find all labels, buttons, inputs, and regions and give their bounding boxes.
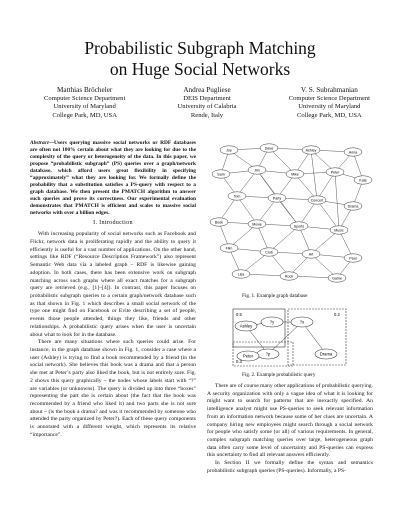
graph-node-label: Art [308,252,314,257]
graph-node-label: Sports [293,224,305,229]
author-3 [289,86,370,120]
graph-node-label: Anna [348,150,358,155]
query-node [235,321,257,331]
author-name: Matthias Bröcheler [57,86,113,94]
right-paragraph-2: In Section II we formally define the syntax and semantics probabilistic subgraph queries (PS-queries). Informally, a PS- [207,460,373,474]
graph-node [280,272,298,280]
graph-node [220,244,238,252]
graph-node-label: Club [265,250,273,255]
author-name: V. S. Subrahmanian [300,86,358,94]
graph-node [210,218,228,226]
right-paragraph-1: There are of course many other applications of probabilistic querying. A security organization with only a vague idea of what it is looking for might want to search for patterns that are inexactly specified. An intelligence analyst might use PS-queries to seek relevant information from an information network because some of her clues are uncertain. A company hiring new employees might search through a social network for people who satisfy some (or all) of various requirements. In general, complex subgraph matching queries over large, heterogeneous graph data often carry some level of uncertainty and PS-queries can express this uncertainty to find all relevant answers efficiently. [207,383,373,459]
graph-node [220,146,238,154]
query-node-label: Drama [319,351,333,357]
query-node [291,317,313,327]
author-inst: University of Calabria [177,103,237,111]
graph-node [344,148,362,156]
query-node-label: ?x [299,319,305,325]
graph-node [302,146,320,154]
title-line-2: on Huge Social Networks [109,59,291,79]
graph-node [248,220,266,228]
graph-node [326,168,344,176]
graph-node-label: Game [332,276,342,281]
graph-node-label: Drama [347,204,359,209]
weight-label-3: 0.3 [236,359,242,364]
query-node-label: Peter [242,353,254,359]
author-dept: Computer Science Department [44,94,126,102]
graph-node-label: Party [272,196,282,201]
author-1 [44,86,125,120]
graph-node-label: Peter [330,170,340,175]
graph-node [248,166,266,174]
graph-node [354,176,372,184]
graph-node-label: Kate [359,178,367,183]
graph-node-label: Paul [349,256,357,261]
graph-node-label: Dave [264,146,274,151]
intro-paragraph-2: There are many situations where such queries could arise. For instance, in the graph database shown in Fig. 1, consider a case where a user (Ashley) is trying to find a book recommended by a friend (in the social network). She believes this book was a drama and that a person she met at Peter’s party also liked the book, but is not entirely sure. Fig. 2 shows this query graphically – the nodes whose labels start with “?” are variables (or unknowns). The query is divided up into three “boxes” representing the part she is certain about (the fact that the book was recommended by a friend who liked it) and two parts she is not sure about – (is the book a drama? and was it recommended by someone who attended the party organized by Peter?). Each of these query components is annotated with a different weight, which represents its relative “importance”. [30,339,196,438]
figure-2-probabilistic-query [230,306,350,368]
author-loc: College Park, MD, USA [52,111,117,119]
query-node-label: Ashley [239,323,253,329]
graph-node [260,144,278,152]
query-node-label: ?y [269,319,275,325]
graph-node-label: Tom [233,194,241,199]
abstract [30,140,196,216]
graph-node-label: Film [225,246,233,251]
author-name: Andrea Pugliese [183,86,231,94]
abstract-text: —Users querying massive social networks or RDF databases are often not 100% certain about what they are looking for due to the complexity of the query or heterogeneity of the data. In this paper, we propose “probabilistic subgraph” (PS) queries over a graph/network database, which afford users great flexibility in specifying “approximately” what they are looking for. We formally define the probability that a substitution satisfies a PS-query with respect to a graph database. We then present the PMATCH algorithm to answer such queries and prove its correctness. Our experimental evaluation demonstrates that PMATCH is efficient and scales to massive social networks with over a billion edges. [30,140,196,216]
abstract-label: Abstract [30,140,49,146]
graph-node [290,222,308,230]
figure-2-caption: Fig. 2. Example probabilistic query [242,372,316,378]
graph-node [308,196,326,204]
graph-node [232,270,250,278]
weight-label-2: 0.2 [334,312,340,317]
graph-node [302,250,320,258]
graph-node [344,254,362,262]
query-node [261,317,283,327]
query-node [257,349,279,359]
paper-title [0,38,400,80]
author-inst: University of Maryland [53,103,116,111]
weight-label-1: 0.5 [236,312,242,317]
graph-node-label: Lisa [237,272,245,277]
graph-edge [317,200,339,230]
intro-paragraph-1: With increasing popularity of social networks such as Facebook and Flickr, network data is proliferating rapidly and the ability to query it efficiently is useful for a vast number of applications. On the other hand, settings like RDF (“Resource Description Framework”) also represent Semantic Web data via a labeled graph – RDF is likewise gaining adoption. In both cases, there has been extensive work on subgraph matching across such graphs where all exact matches for a subgraph query are retrieved (e.g., [1]–[4]). In contrast, this paper focuses on probabilistic subgraph queries to a certain graph/network database such as that shown in Fig. 1 which describes a small social network of the type one might find on Facebook or Evite describing a set of people, events those people attended, things they like, friends and other relationships. A probabilistic query arises when the user is uncertain about what to look for in the database. [30,231,196,338]
graph-node [212,170,230,178]
graph-edge [311,150,317,200]
query-node [315,349,337,359]
author-loc: Rende, Italy [190,111,224,119]
graph-node-label: Sam [217,172,225,177]
author-dept: Computer Science Department [288,94,370,102]
section-heading: I. Introduction [93,220,133,227]
author-inst: University of Maryland [298,103,361,111]
graph-node-label: Rock [284,274,294,279]
graph-node [260,248,278,256]
graph-node-label: Jim [254,168,260,173]
graph-node-label: Book [214,220,224,225]
graph-node-label: Ashley [305,148,317,153]
graph-node [268,194,286,202]
author-dept: DEIS Department [183,94,231,102]
query-node-label: ?p [265,351,271,357]
author-block [44,86,370,120]
graph-node-label: Music [334,228,344,233]
author-2 [178,86,237,120]
graph-node [328,274,346,282]
graph-node-label: Concert [310,198,324,203]
right-column [207,383,373,476]
left-column [30,140,196,440]
graph-node [286,170,304,178]
title-line-1: Probabilistic Subgraph Matching [84,38,316,58]
graph-node-label: Mike [291,172,299,177]
figure-1-caption: Fig. 1. Example graph database [242,293,308,299]
graph-node [330,226,348,234]
graph-node [344,202,362,210]
graph-node-label: Joe [226,148,232,153]
graph-edge [335,172,339,230]
figure-1-graph-database [207,140,373,287]
graph-node-label: Movie [252,222,262,227]
author-loc: College Park, MD, USA [297,111,362,119]
graph-node [228,192,246,200]
